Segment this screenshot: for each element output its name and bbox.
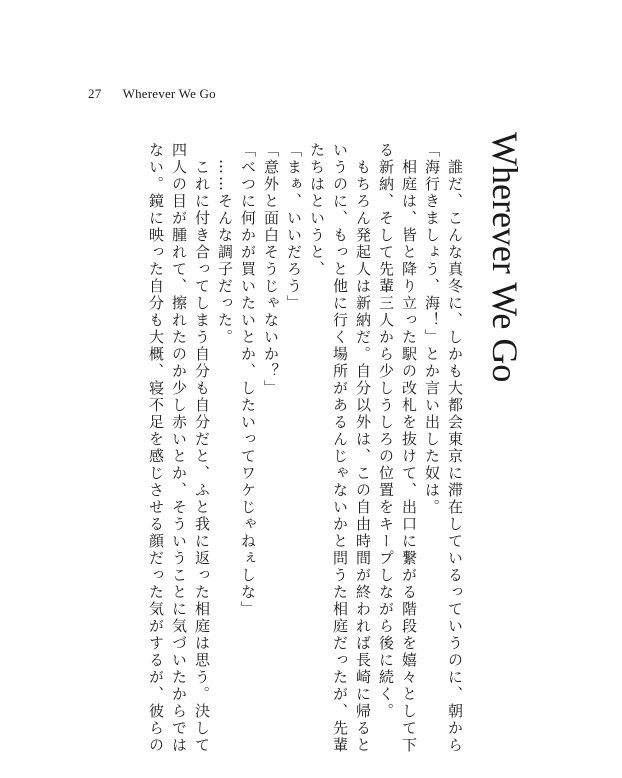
- text-line: たちはというと、: [308, 142, 326, 278]
- text-line: これに付き合ってしまう自分も自分だと、ふと我に返った相庭は思う。決して: [193, 142, 211, 754]
- text-line: 四人の目が腫れて、擦れたのか少し赤いとか、そういうことに気づいたからでは: [170, 142, 188, 754]
- text-line: 「意外と面白そうじゃないか？」: [262, 142, 280, 397]
- text-line: もちろん発起人は新納だ。自分以外は、この自由時間が終われば長崎に帰ると: [354, 142, 372, 754]
- text-line: ……そんな調子だった。: [216, 142, 234, 346]
- text-line: 「海行きましょう、海！」とか言い出した奴は。: [423, 142, 441, 516]
- text-line: 誰だ、こんな真冬に、しかも大都会東京に滞在しているっていうのに、朝から: [446, 142, 464, 754]
- text-line: ない。鏡に映った自分も大概、寝不足を感じさせる顔だった気がするが、彼らの: [147, 142, 165, 754]
- text-line: いうのに、もっと他に行く場所があるんじゃないかと問うた相庭だったが、先輩: [331, 142, 349, 754]
- page-number: 27: [88, 86, 102, 101]
- text-line: る新納、そして先輩三人から少しうしろの位置をキープしながら後に続く。: [377, 142, 395, 720]
- text-line: 「まぁ、いいだろう」: [285, 142, 303, 312]
- text-line: 相庭は、皆と降り立った駅の改札を抜けて、出口に繋がる階段を嬉々として下: [400, 142, 418, 754]
- running-header: [88, 86, 216, 102]
- chapter-title: Wherever We Go: [485, 132, 525, 383]
- body-text: [120, 142, 466, 752]
- running-title: Wherever We Go: [122, 86, 216, 101]
- text-line: 「べつに何かが買いたいとか、したいってワケじゃねぇしな」: [239, 142, 257, 618]
